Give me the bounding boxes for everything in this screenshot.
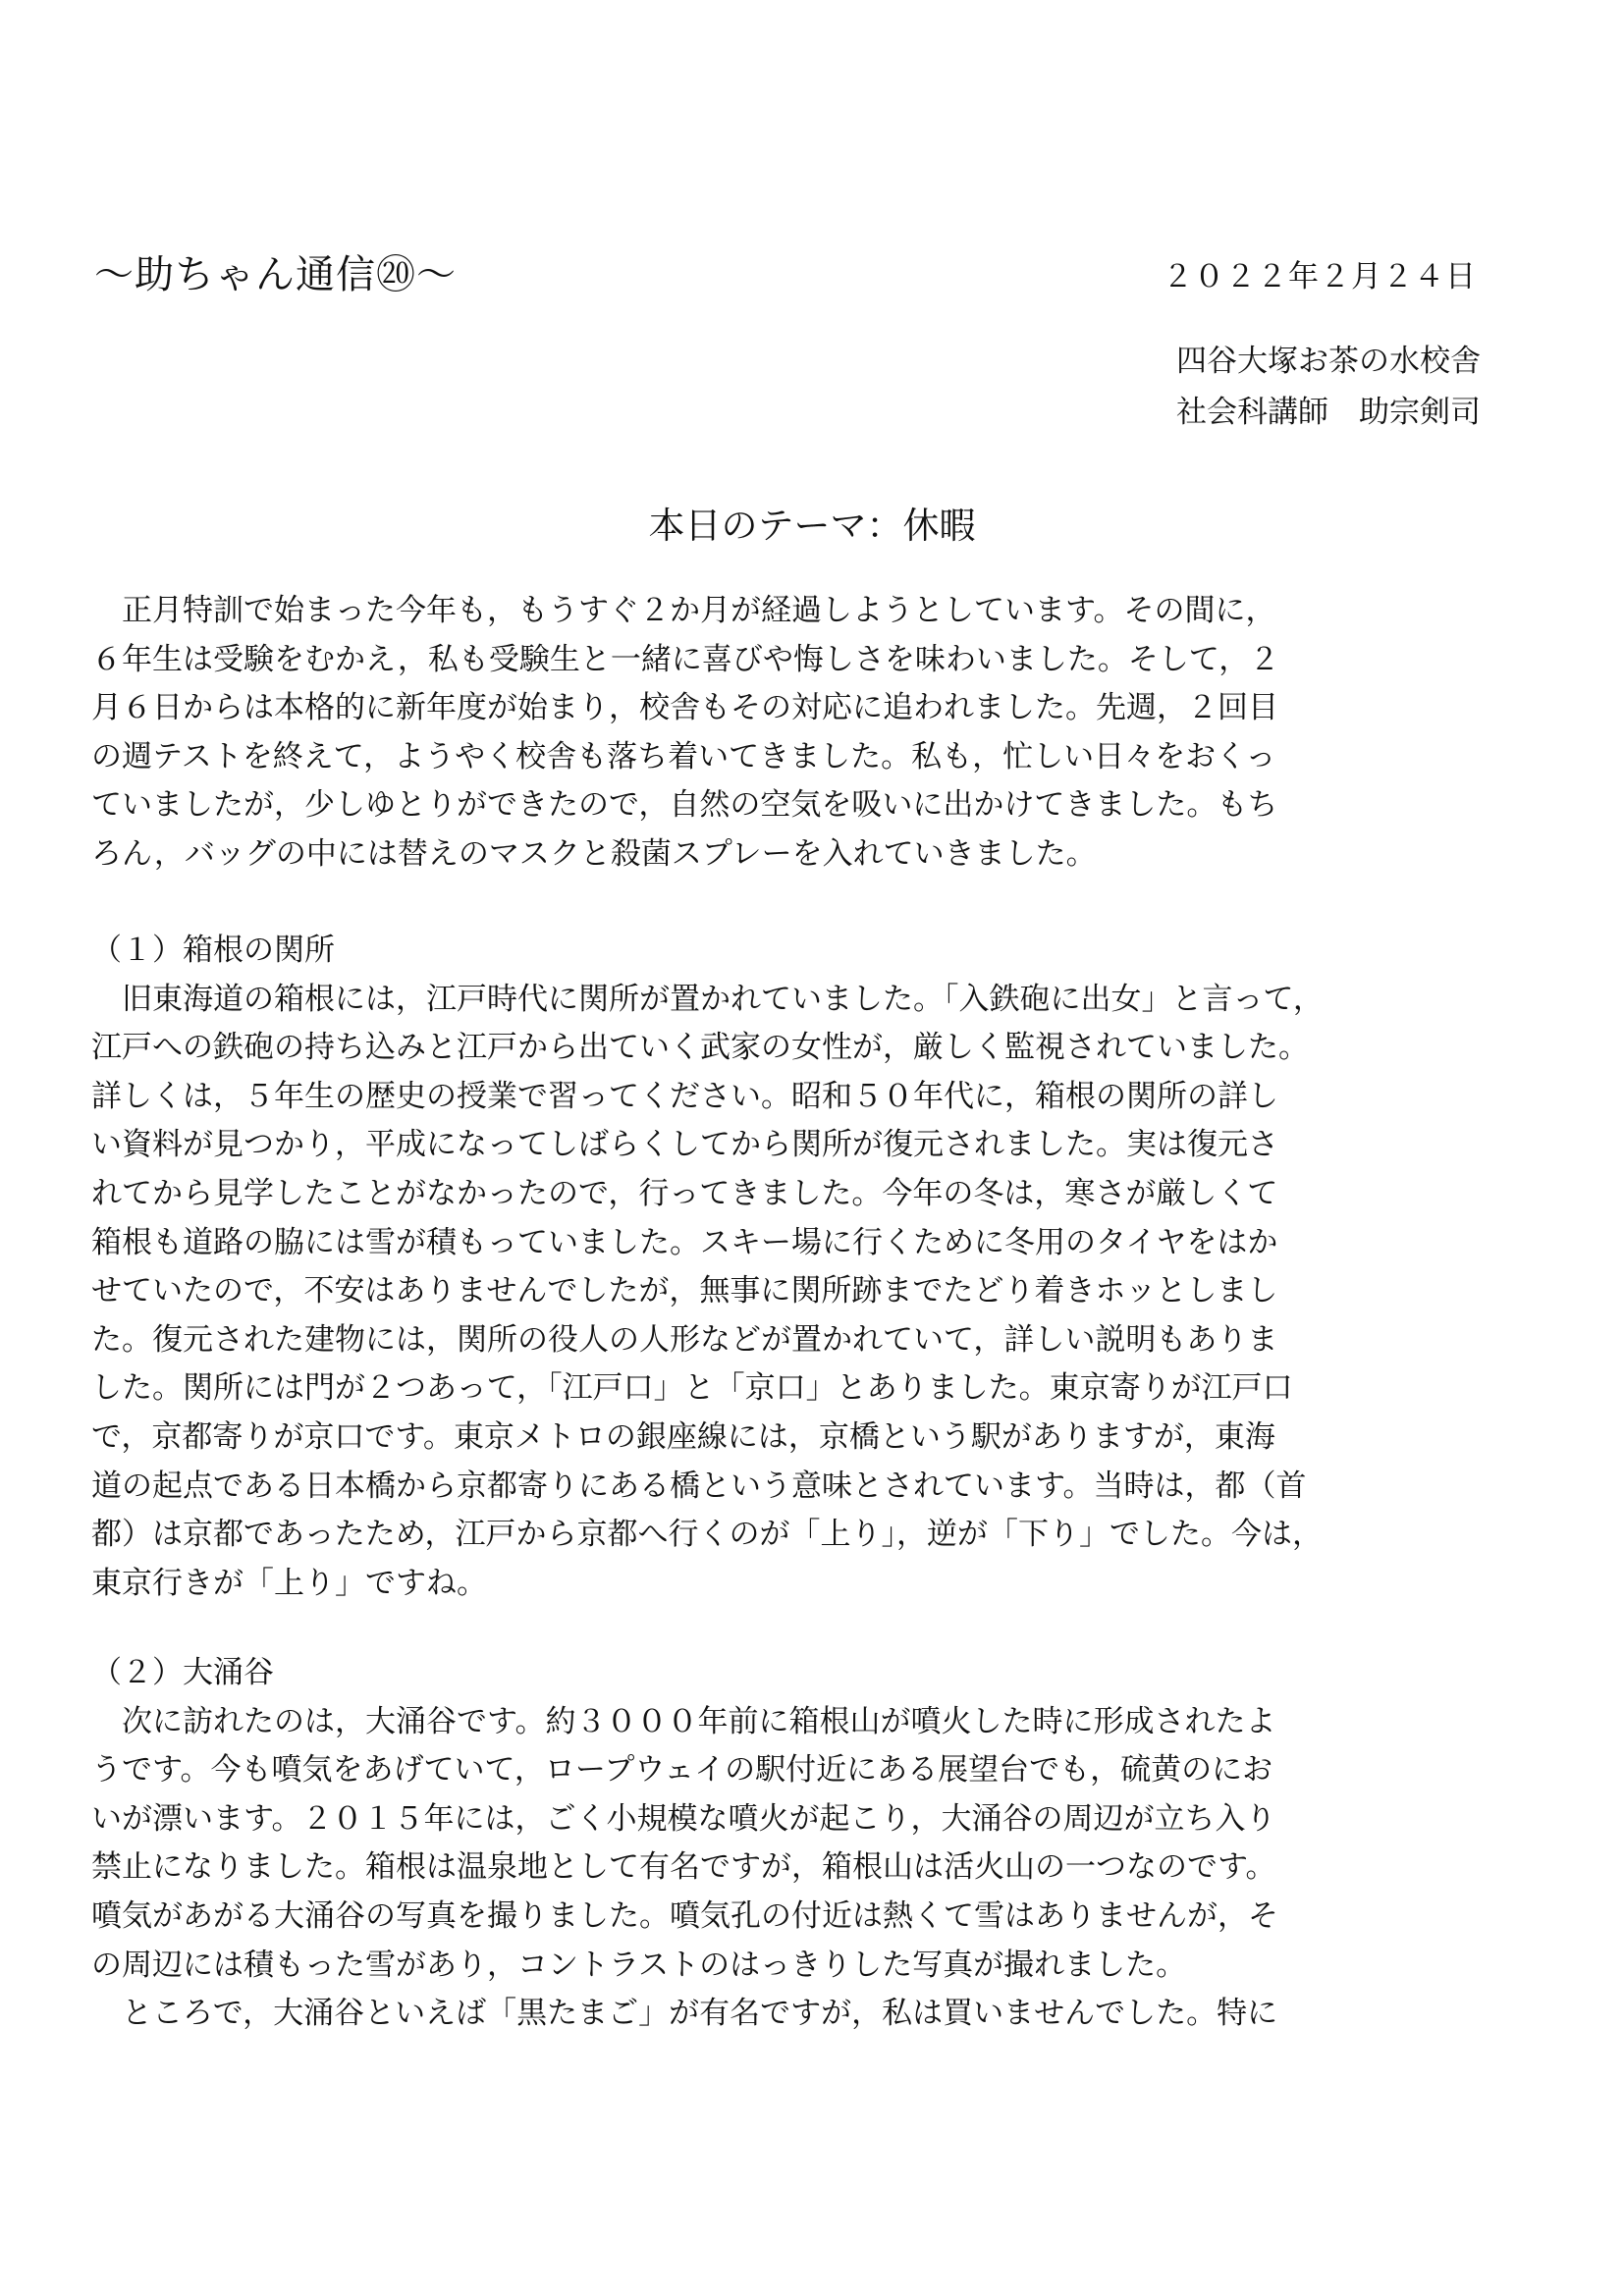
text-line: 詳しくは，５年生の歴史の授業で習ってください。昭和５０年代に，箱根の関所の詳し xyxy=(91,1078,1278,1114)
author-name: 社会科講師 助宗剣司 xyxy=(1176,395,1481,430)
theme-heading: 本日のテーマ：休暇 xyxy=(648,505,976,547)
text-line: いが漂います。２０１５年には，ごく小規模な噴火が起こり，大涌谷の周辺が立ち入り xyxy=(91,1800,1276,1837)
text-line: ところで，大涌谷といえば「黒たまご」が有名ですが，私は買いませんでした。特に xyxy=(91,1996,1278,2032)
text-line: で，京都寄りが京口です。東京メトロの銀座線には，京橋という駅がありますが，東海 xyxy=(91,1418,1275,1455)
school-name: 四谷大塚お茶の水校舎 xyxy=(1176,344,1481,379)
section-hakone-checkpoint xyxy=(91,927,1505,1608)
newsletter-title: 〜助ちゃん通信⑳〜 xyxy=(94,252,457,297)
text-line: 噴気があがる大涌谷の写真を撮りました。噴気孔の付近は熱くて雪はありませんが，そ xyxy=(91,1897,1278,1934)
text-line: うです。今も噴気をあげていて，ロープウェイの駅付近にある展望台でも，硫黄のにお xyxy=(91,1752,1273,1789)
text-line: た。復元された建物には，関所の役人の人形などが置かれていて，詳しい説明もありま xyxy=(91,1321,1278,1358)
text-line: 正月特訓で始まった今年も，もうすぐ２か月が経過しようとしています。その間に， xyxy=(91,593,1276,628)
section-owakudani xyxy=(91,1649,1505,2039)
text-line: 月６日からは本格的に新年度が始まり，校舎もその対応に追われました。先週，２回目 xyxy=(91,690,1278,726)
text-line: せていたので，不安はありませんでしたが，無事に関所跡までたどり着きホッとしまし xyxy=(91,1273,1278,1309)
text-line: 箱根も道路の脇には雪が積もっていました。スキー場に行くために冬用のタイヤをはか xyxy=(91,1224,1278,1260)
issue-date: ２０２２年２月２４日 xyxy=(1163,259,1477,294)
text-line: 都）は京都であったため，江戸から京都へ行くのが「上り」，逆が「下り」でした。今は， xyxy=(91,1517,1323,1553)
text-line: 次に訪れたのは，大涌谷です。約３０００年前に箱根山が噴火した時に形成されたよ xyxy=(91,1703,1276,1739)
text-line: ろん，バッグの中には替えのマスクと殺菌スプレーを入れていきました。 xyxy=(91,835,1097,872)
author-block xyxy=(1176,336,1481,438)
text-line: の週テストを終えて，ようやく校舎も落ち着いてきました。私も，忙しい日々をおくっ xyxy=(91,738,1276,774)
text-line: 旧東海道の箱根には，江戸時代に関所が置かれていました。「入鉄砲に出女」と言って， xyxy=(91,981,1324,1017)
text-line: ６年生は受験をむかえ，私も受験生と一緒に喜びや悔しさを味わいました。そして，２ xyxy=(91,641,1280,677)
intro-paragraph xyxy=(91,587,1505,880)
text-line: した。関所には門が２つあって，「江戸口」と「京口」とありました。東京寄りが江戸口 xyxy=(91,1370,1293,1407)
text-line: の周辺には積もった雪があり，コントラストのはっきりした写真が撮れました。 xyxy=(91,1947,1187,1983)
text-line: 東京行きが「上り」ですね。 xyxy=(91,1565,487,1601)
text-line: い資料が見つかり，平成になってしばらくしてから関所が復元されました。実は復元さ xyxy=(91,1127,1278,1163)
text-line: ていましたが，少しゆとりができたので，自然の空気を吸いに出かけてきました。もち xyxy=(91,787,1278,824)
section-heading: （２）大涌谷 xyxy=(91,1655,274,1690)
section-heading: （１）箱根の関所 xyxy=(91,933,335,968)
text-line: 禁止になりました。箱根は温泉地として有名ですが，箱根山は活火山の一つなのです。 xyxy=(91,1849,1276,1886)
text-line: 江戸への鉄砲の持ち込みと江戸から出ていく武家の女性が，厳しく監視されていました。 xyxy=(91,1030,1309,1066)
text-line: れてから見学したことがなかったので，行ってきました。今年の冬は，寒さが厳しくて xyxy=(91,1175,1278,1211)
text-line: 道の起点である日本橋から京都寄りにある橋という意味とされています。当時は，都（首 xyxy=(91,1468,1307,1504)
